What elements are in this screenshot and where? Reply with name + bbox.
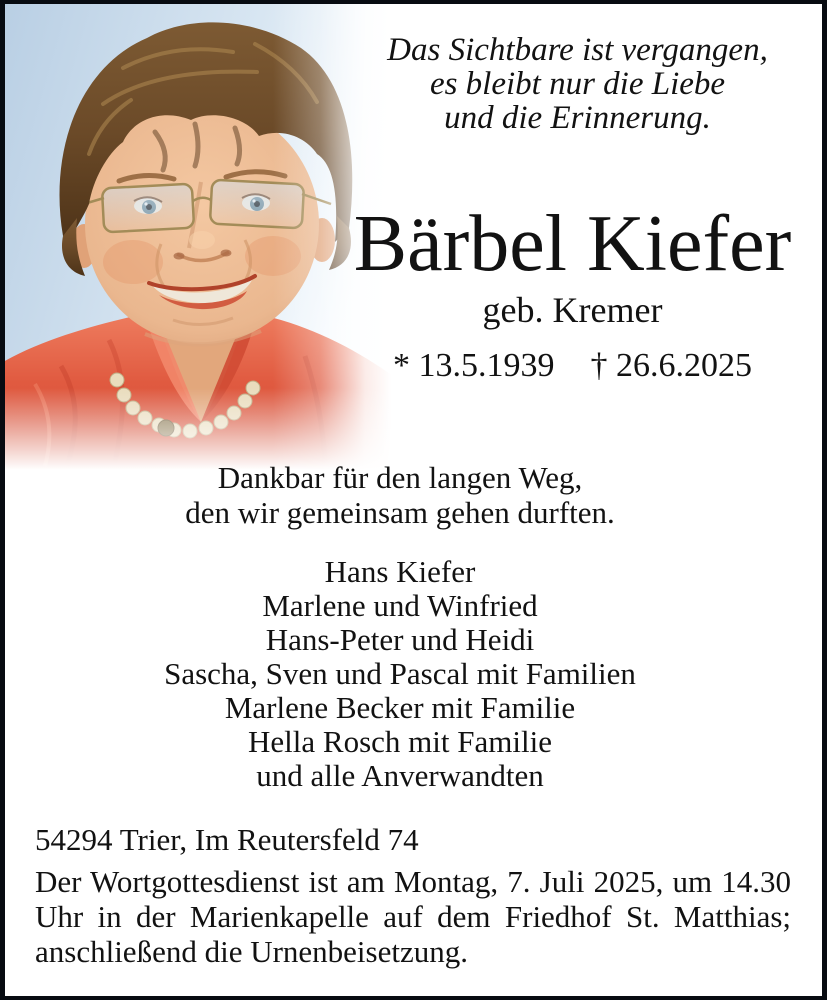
- birth-date-group: [393, 347, 555, 384]
- mourners-list: [5, 555, 795, 793]
- mourner-line: Hella Rosch mit Familie: [248, 724, 552, 759]
- mourner-line: Sascha, Sven und Pascal mit Familien: [164, 656, 636, 691]
- epigraph-line-3: und die Erinnerung.: [444, 100, 711, 136]
- mourner-line: Hans-Peter und Heidi: [265, 622, 535, 657]
- deceased-name-block: [330, 200, 815, 386]
- death-date: 26.6.2025: [616, 347, 752, 384]
- family-address: 54294 Trier, Im Reutersfeld 74: [35, 822, 419, 857]
- deceased-name: Bärbel Kiefer: [353, 200, 792, 288]
- death-cross-symbol: †: [590, 347, 608, 384]
- born-symbol: *: [393, 347, 410, 384]
- maiden-name: geb. Kremer: [482, 290, 663, 330]
- tribute-line-1: Dankbar für den langen Weg,: [217, 460, 583, 495]
- mourner-line: und alle Anverwandten: [256, 758, 544, 793]
- mourner-line: Hans Kiefer: [324, 554, 476, 589]
- mourner-line: Marlene Becker mit Familie: [224, 690, 576, 725]
- epigraph: [345, 33, 810, 135]
- epigraph-line-1: Das Sichtbare ist vergangen,: [387, 32, 768, 68]
- mourner-line: Marlene und Winfried: [262, 588, 538, 623]
- birth-date: 13.5.1939: [418, 347, 555, 384]
- death-date-group: [591, 347, 753, 384]
- life-dates: [330, 346, 815, 386]
- photo-bottom-fade: [5, 388, 391, 470]
- epigraph-line-2: es bleibt nur die Liebe: [429, 66, 726, 102]
- tribute-line-2: den wir gemeinsam gehen durften.: [185, 495, 615, 530]
- tribute-verse: [5, 460, 795, 530]
- funeral-service-info: Der Wortgottesdienst ist am Montag, 7. Juli 2025, um 14.30 Uhr in der Marienkapelle auf dem Friedhof St. Matthias; anschließend die Urnenbeisetzung.: [35, 864, 791, 969]
